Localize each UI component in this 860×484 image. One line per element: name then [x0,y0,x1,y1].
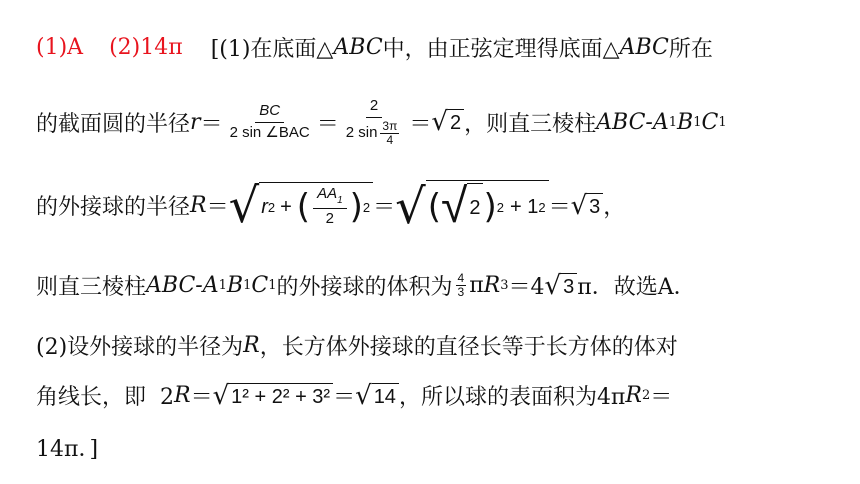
radicand: 14 [372,383,399,409]
radicand: 1² + 2² + 3² [229,383,333,409]
line-5 [36,330,678,361]
radical-sign: √ [395,179,426,235]
sqrt [431,107,464,138]
math: R [173,383,191,408]
eq: ＝ [190,385,213,410]
radicand: 2 [448,109,464,135]
text: 的外接球的体积为 [276,275,453,300]
eq: ＝ [548,195,571,220]
sqrt: √ 3 [545,273,578,299]
math: R [625,383,642,408]
text: ，所以球的表面积为4π [398,385,626,410]
numerator: $AA_1$ [313,186,347,209]
sqrt [228,177,374,234]
line-3 [36,177,626,235]
sqrt: √ 14 [355,383,399,409]
text: 角线长，即 2 [36,385,174,410]
math: r [190,109,201,135]
plus: + 1 [509,195,539,218]
math: R [243,333,260,358]
numerator: 3π [382,118,398,133]
sqrt: √ 1² + 2² + 3² [213,383,334,409]
math: ABC-A [146,273,219,298]
den-text: 2 sin [345,123,378,141]
text: 的截面圆的半径 [36,111,191,137]
text: 则直三棱柱 [36,275,147,300]
fraction [226,103,314,141]
line-4: 则直三棱柱 ABC-A 1 B 1 C 1 的外接球的体积为 $\frac{4}{3}$ π R 3 ＝4 √ 3 π．故选A． [36,270,696,301]
text: 中，由正弦定理得底面△ [382,37,620,62]
line-6: 角线长，即 2 R ＝ √ 1² + 2² + 3² ＝ √ 14 ，所以球的表面积为4π R 2 ＝ [36,380,673,411]
math: B [677,109,694,135]
text: ＝ [650,385,673,410]
eq: ＝ [333,385,356,410]
denominator: 2 [325,210,335,228]
text: ，则直三棱柱 [464,111,597,137]
line-1 [36,32,713,63]
denominator: 4 [386,132,394,147]
math: ABC-A [596,109,669,135]
radical-sign: √ [228,177,260,234]
sqrt [395,179,548,235]
pi: π [469,273,484,298]
text: ，长方体外接球的直径长等于长方体的体对 [259,335,678,360]
answer-2: (2)14π [109,35,183,60]
fraction [456,272,467,299]
text: 所在 [668,37,713,62]
sqrt: √ 3 [571,193,604,219]
denominator [342,118,407,147]
line-7 [36,432,98,463]
plus: + [280,195,292,218]
text: (2)设外接球的半径为 [36,335,244,360]
numerator: 4 [457,270,465,285]
text: [(1)在底面△ [210,37,334,62]
math: R [483,273,501,298]
eq: ＝ [409,111,432,137]
eq: ＝ [200,111,223,137]
numerator: BC [255,103,284,123]
inner-fraction [380,120,399,147]
line-2: 的截面圆的半径 r ＝ $\frac{BC}{\text{2 sin ∠BAC}}$ ＝ 2 2 sin $\frac{3\pi}{4}$ ＝ √ 2 ，则直三棱柱 ABC-A 1 B 1 C 1 [36,97,727,147]
radicand: 3 [561,273,577,299]
sqrt: √ 2 [441,183,483,231]
eq: ＝4 [508,275,545,300]
math: ABC [333,35,383,60]
var: r [261,195,268,218]
fraction [313,186,347,228]
text: 的外接球的半径 [36,195,191,220]
radicand: 3 [587,193,603,219]
text: 14π．] [36,437,99,462]
radicand: r 2 + ( $\frac{AA_1}{2}$ ) 2 [259,182,373,230]
denominator: 2 sin ∠BAC [229,123,310,141]
math: ABC [619,35,669,60]
radicand: ( √ 2 ) 2 + 1 2 [426,180,549,231]
answer-1: (1)A [36,35,84,60]
denominator: 3 [457,285,465,299]
eq: ＝ [316,111,339,137]
eq: ＝ [206,195,229,220]
numerator: 2 [366,98,382,118]
text: π．故选A． [577,275,696,300]
radical-sign: √ [431,107,448,138]
fraction [342,98,407,147]
text: ， [603,195,626,220]
eq: ＝ [373,195,396,220]
math: R [190,193,207,218]
